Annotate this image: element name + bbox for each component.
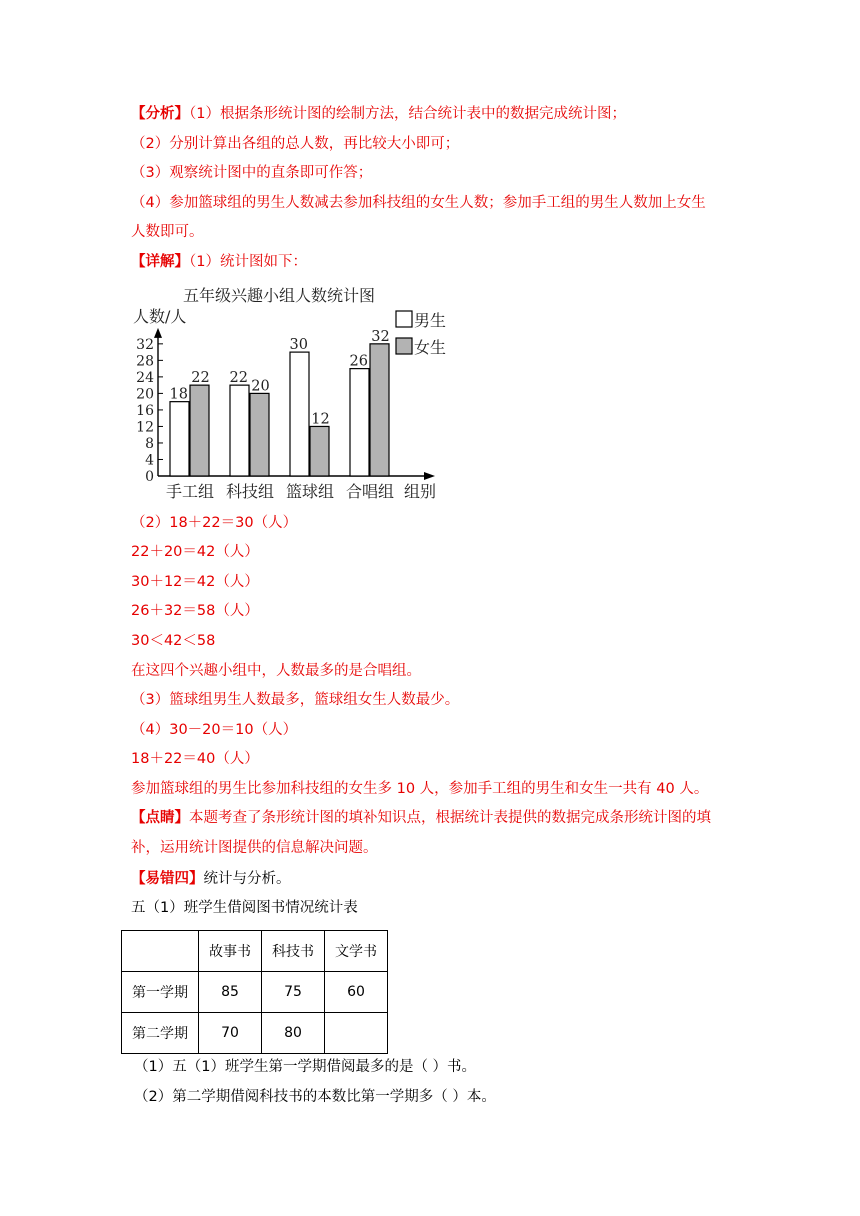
table-cell: 80	[262, 1013, 325, 1054]
table-header-cell: 故事书	[199, 931, 262, 972]
solution-line-4: 26＋32＝58（人）	[131, 603, 259, 619]
solution-line-5: 30＜42＜58	[131, 633, 216, 649]
comment-line-1	[131, 808, 711, 828]
analysis-line-5: 人数即可。	[131, 224, 204, 240]
table-header-cell	[122, 931, 199, 972]
x-category-label: 合唱组	[345, 482, 395, 501]
comment-line-2: 补，运用统计图提供的信息解决问题。	[131, 840, 378, 856]
legend-label-boys: 男生	[414, 311, 447, 330]
y-axis-arrow	[154, 328, 162, 338]
y-tick-label: 16	[136, 402, 154, 419]
bar-value-label: 32	[371, 328, 390, 345]
y-tick-label: 0	[145, 469, 154, 485]
chart-ylabel: 人数/人	[133, 307, 187, 326]
mistake-text: 统计与分析。	[203, 871, 291, 887]
legend-swatch-boys	[396, 311, 412, 327]
table-row	[122, 1013, 388, 1054]
bar	[290, 352, 309, 476]
mistake-tag: 【易错四】	[131, 871, 204, 887]
table-cell: 70	[199, 1013, 262, 1054]
y-tick-label: 24	[136, 369, 154, 386]
analysis-tag: 【分析】	[131, 106, 189, 122]
chart-bars	[166, 329, 394, 501]
x-axis-arrow	[424, 472, 435, 480]
bar-value-label: 22	[229, 370, 248, 387]
bar-chart	[128, 282, 448, 504]
bar	[170, 402, 189, 476]
x-category-label: 篮球组	[285, 482, 335, 501]
table-cell: 85	[199, 972, 262, 1013]
chart-legend	[396, 311, 446, 357]
x-category-label: 科技组	[225, 482, 275, 501]
solution-line-2: 22＋20＝42（人）	[131, 544, 259, 560]
table-cell: 75	[262, 972, 325, 1013]
question-1: （1）五（1）班学生第一学期借阅最多的是（ ）书。	[134, 1059, 477, 1075]
bar	[370, 344, 389, 476]
table-title: 五（1）班学生借阅图书情况统计表	[131, 900, 358, 916]
table-header-cell: 科技书	[262, 931, 325, 972]
solution-line-6: 在这四个兴趣小组中，人数最多的是合唱组。	[131, 663, 421, 679]
analysis-line-4: （4）参加篮球组的男生人数减去参加科技组的女生人数；参加手工组的男生人数加上女生	[131, 195, 706, 211]
chart-title: 五年级兴趣小组人数统计图	[183, 286, 376, 305]
bar	[190, 385, 209, 476]
solution-line-9: 18＋22＝40（人）	[131, 751, 259, 767]
question-2: （2）第二学期借阅科技书的本数比第一学期多（ ）本。	[134, 1089, 496, 1105]
analysis-line-1	[131, 104, 626, 124]
table-cell: 第一学期	[122, 972, 199, 1013]
x-category-label: 手工组	[165, 482, 215, 501]
bar	[250, 393, 269, 476]
legend-swatch-girls	[396, 338, 412, 354]
table-header-row	[122, 931, 388, 972]
bar-value-label: 30	[289, 337, 308, 354]
detail-tag: 【详解】	[131, 254, 189, 270]
detail-text: （1）统计图如下：	[189, 254, 307, 270]
solution-line-1: （2）18＋22＝30（人）	[131, 515, 298, 531]
chart-xlabel: 组别	[404, 482, 437, 501]
analysis-text: （1）根据条形统计图的绘制方法，结合统计表中的数据完成统计图；	[189, 106, 626, 122]
bar-value-label: 26	[349, 353, 368, 370]
y-tick-label: 8	[145, 435, 154, 452]
solution-line-3: 30＋12＝42（人）	[131, 574, 259, 590]
table-row	[122, 972, 388, 1013]
detail-line	[131, 252, 307, 272]
bar-value-label: 22	[191, 370, 210, 387]
comment-tag: 【点睛】	[131, 810, 189, 826]
bar	[350, 369, 369, 476]
legend-label-girls: 女生	[414, 338, 447, 357]
bar	[230, 385, 249, 476]
y-tick-label: 28	[136, 353, 154, 370]
bar-value-label: 12	[311, 411, 330, 428]
solution-line-7: （3）篮球组男生人数最多，篮球组女生人数最少。	[131, 692, 460, 708]
bar	[310, 426, 329, 476]
y-tick-label: 12	[136, 419, 154, 436]
table-cell: 60	[325, 972, 388, 1013]
analysis-line-2: （2）分别计算出各组的总人数，再比较大小即可；	[131, 136, 460, 152]
comment-text-1: 本题考查了条形统计图的填补知识点，根据统计表提供的数据完成条形统计图的填	[189, 810, 711, 826]
table-cell: 第二学期	[122, 1013, 199, 1054]
y-tick-label: 20	[136, 386, 154, 403]
table-header-cell: 文学书	[325, 931, 388, 972]
solution-line-10: 参加篮球组的男生比参加科技组的女生多 10 人，参加手工组的男生和女生一共有 40 人。	[131, 781, 709, 797]
solution-line-8: （4）30－20＝10（人）	[131, 722, 298, 738]
analysis-line-3: （3）观察统计图中的直条即可作答；	[131, 165, 373, 181]
statistics-table	[121, 930, 388, 1054]
table-cell	[325, 1013, 388, 1054]
mistake-heading	[131, 869, 291, 889]
y-tick-label: 4	[145, 452, 154, 469]
y-tick-label: 32	[136, 336, 154, 353]
bar-value-label: 20	[251, 378, 270, 395]
bar-value-label: 18	[169, 386, 188, 403]
